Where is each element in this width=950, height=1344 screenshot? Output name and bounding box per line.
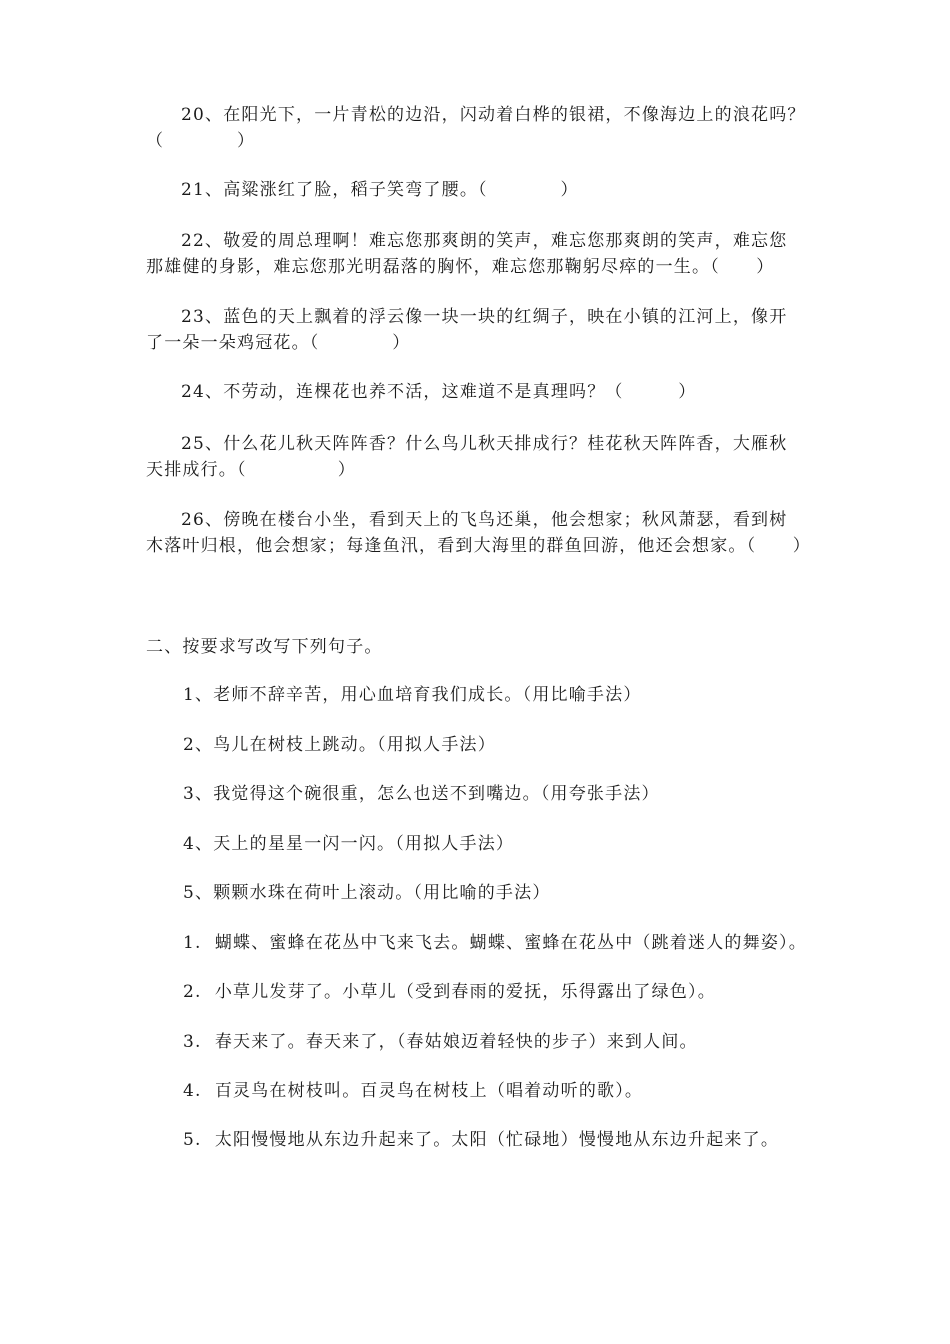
example-item-5: 5. 太阳慢慢地从东边升起来了。太阳（忙碌地）慢慢地从东边升起来了。 <box>183 1130 780 1150</box>
section-2-heading: 二、按要求写改写下列句子。 <box>146 637 383 657</box>
question-23-line-2: 了一朵一朵鸡冠花。（ ） <box>146 333 411 353</box>
question-22-line-1: 22、敬爱的周总理啊！难忘您那爽朗的笑声，难忘您那爽朗的笑声，难忘您 <box>181 231 788 251</box>
question-26-line-2: 木落叶归根，他会想家；每逢鱼汛，看到大海里的群鱼回游，他还会想家。（ ） <box>146 536 811 556</box>
question-22-line-2: 那雄健的身影，难忘您那光明磊落的胸怀，难忘您那鞠躬尽瘁的一生。（ ） <box>146 257 775 277</box>
question-23-line-1: 23、蓝色的天上飘着的浮云像一块一块的红绸子，映在小镇的江河上，像开 <box>181 307 788 327</box>
rewrite-item-2: 2、鸟儿在树枝上跳动。（用拟人手法） <box>183 735 496 755</box>
rewrite-item-4: 4、天上的星星一闪一闪。（用拟人手法） <box>183 834 515 854</box>
rewrite-item-3: 3、我觉得这个碗很重，怎么也送不到嘴边。（用夸张手法） <box>183 784 660 804</box>
question-20-answer-blank: （ ） <box>146 131 256 151</box>
rewrite-item-1: 1、老师不辞辛苦，用心血培育我们成长。（用比喻手法） <box>183 685 642 705</box>
question-21-line-1: 21、高粱涨红了脸，稻子笑弯了腰。（ ） <box>181 180 579 200</box>
question-25-line-2: 天排成行。（ ） <box>146 460 356 480</box>
example-item-1: 1. 蝴蝶、蜜蜂在花丛中飞来飞去。蝴蝶、蜜蜂在花丛中（跳着迷人的舞姿）。 <box>183 933 807 953</box>
question-26-line-1: 26、傍晚在楼台小坐，看到天上的飞鸟还巢，他会想家；秋风萧瑟，看到树 <box>181 510 788 530</box>
example-item-3: 3. 春天来了。春天来了，（春姑娘迈着轻快的步子）来到人间。 <box>183 1032 698 1052</box>
question-25-line-1: 25、什么花儿秋天阵阵香？什么鸟儿秋天排成行？桂花秋天阵阵香，大雁秋 <box>181 434 788 454</box>
question-20-line-1: 20、在阳光下，一片青松的边沿，闪动着白桦的银裙，不像海边上的浪花吗？ <box>181 105 806 125</box>
example-item-2: 2. 小草儿发芽了。小草儿（受到春雨的爱抚，乐得露出了绿色）。 <box>183 982 716 1002</box>
example-item-4: 4. 百灵鸟在树枝叫。百灵鸟在树枝上（唱着动听的歌）。 <box>183 1081 644 1101</box>
question-24-line-1: 24、不劳动，连棵花也养不活，这难道不是真理吗？（ ） <box>181 382 697 402</box>
rewrite-item-5: 5、颗颗水珠在荷叶上滚动。（用比喻的手法） <box>183 883 551 903</box>
